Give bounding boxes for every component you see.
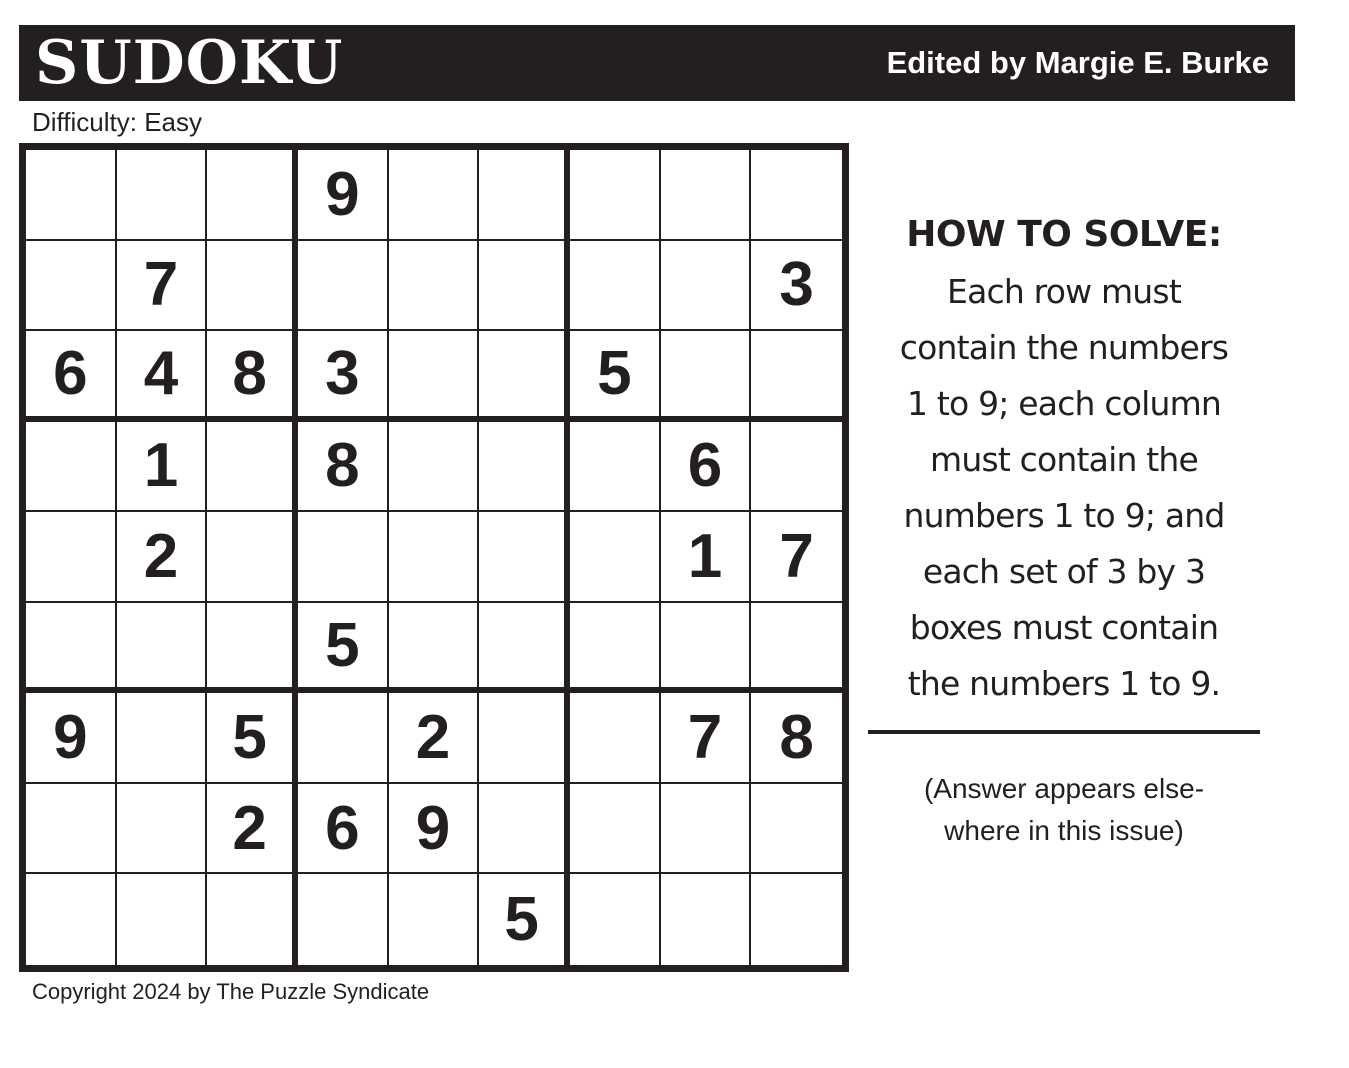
given-cell: 6 [26,331,117,422]
empty-cell[interactable] [117,874,208,965]
instruction-line: 1 to 9; each column [906,384,1222,423]
empty-cell[interactable] [570,693,661,784]
given-cell: 1 [661,512,752,603]
header-bar [19,25,1295,101]
empty-cell[interactable] [298,693,389,784]
empty-cell[interactable] [117,784,208,875]
empty-cell[interactable] [751,150,842,241]
empty-cell[interactable] [570,603,661,694]
empty-cell[interactable] [570,150,661,241]
empty-cell[interactable] [479,331,570,422]
given-cell: 7 [117,241,208,332]
instruction-line: each set of 3 by 3 [922,552,1206,591]
given-cell: 9 [298,150,389,241]
empty-cell[interactable] [26,241,117,332]
empty-cell[interactable] [661,603,752,694]
difficulty-label: Difficulty: Easy [32,107,203,137]
how-to-solve-heading: HOW TO SOLVE: [906,214,1222,255]
given-cell: 3 [751,241,842,332]
empty-cell[interactable] [117,150,208,241]
empty-cell[interactable] [570,512,661,603]
given-cell: 5 [298,603,389,694]
given-cell: 6 [298,784,389,875]
empty-cell[interactable] [661,784,752,875]
empty-cell[interactable] [570,784,661,875]
empty-cell[interactable] [298,874,389,965]
answer-note-line: (Answer appears else- [923,773,1205,804]
given-cell: 3 [298,331,389,422]
empty-cell[interactable] [479,512,570,603]
answer-note [862,768,1266,852]
editor-credit: Edited by Margie E. Burke [886,45,1269,80]
empty-cell[interactable] [479,603,570,694]
empty-cell[interactable] [389,512,480,603]
empty-cell[interactable] [751,603,842,694]
empty-cell[interactable] [298,241,389,332]
empty-cell[interactable] [207,512,298,603]
empty-cell[interactable] [570,874,661,965]
empty-cell[interactable] [117,693,208,784]
puzzle-title: SUDOKU [35,28,344,98]
given-cell: 7 [751,512,842,603]
instruction-line: Each row must [947,272,1181,311]
empty-cell[interactable] [479,241,570,332]
instruction-line: numbers 1 to 9; and [903,496,1225,535]
empty-cell[interactable] [26,603,117,694]
empty-cell[interactable] [479,150,570,241]
empty-cell[interactable] [479,784,570,875]
given-cell: 7 [661,693,752,784]
empty-cell[interactable] [207,874,298,965]
given-cell: 2 [207,784,298,875]
given-cell: 5 [207,693,298,784]
given-cell: 8 [751,693,842,784]
given-cell: 6 [661,422,752,513]
given-cell: 8 [207,331,298,422]
given-cell: 2 [389,693,480,784]
empty-cell[interactable] [751,422,842,513]
empty-cell[interactable] [389,241,480,332]
section-divider [868,730,1260,734]
empty-cell[interactable] [751,874,842,965]
empty-cell[interactable] [298,512,389,603]
empty-cell[interactable] [661,874,752,965]
instruction-line: boxes must contain [909,608,1219,647]
empty-cell[interactable] [389,874,480,965]
instruction-line: contain the numbers [899,328,1229,367]
given-cell: 9 [389,784,480,875]
empty-cell[interactable] [26,422,117,513]
instruction-line: must contain the [929,440,1199,479]
empty-cell[interactable] [389,422,480,513]
empty-cell[interactable] [570,241,661,332]
given-cell: 4 [117,331,208,422]
given-cell: 9 [26,693,117,784]
copyright-notice: Copyright 2024 by The Puzzle Syndicate [32,979,430,1004]
empty-cell[interactable] [389,603,480,694]
empty-cell[interactable] [751,784,842,875]
empty-cell[interactable] [479,422,570,513]
empty-cell[interactable] [570,422,661,513]
empty-cell[interactable] [26,512,117,603]
given-cell: 5 [479,874,570,965]
sudoku-grid [19,143,849,972]
given-cell: 1 [117,422,208,513]
empty-cell[interactable] [26,874,117,965]
empty-cell[interactable] [26,784,117,875]
empty-cell[interactable] [751,331,842,422]
empty-cell[interactable] [207,241,298,332]
empty-cell[interactable] [661,241,752,332]
empty-cell[interactable] [207,422,298,513]
empty-cell[interactable] [207,150,298,241]
empty-cell[interactable] [479,693,570,784]
instruction-line: the numbers 1 to 9. [907,664,1221,703]
empty-cell[interactable] [389,331,480,422]
given-cell: 8 [298,422,389,513]
empty-cell[interactable] [207,603,298,694]
empty-cell[interactable] [389,150,480,241]
given-cell: 5 [570,331,661,422]
given-cell: 2 [117,512,208,603]
empty-cell[interactable] [661,150,752,241]
how-to-solve-panel [862,206,1266,712]
empty-cell[interactable] [26,150,117,241]
empty-cell[interactable] [661,331,752,422]
empty-cell[interactable] [117,603,208,694]
answer-note-line: where in this issue) [944,815,1184,846]
